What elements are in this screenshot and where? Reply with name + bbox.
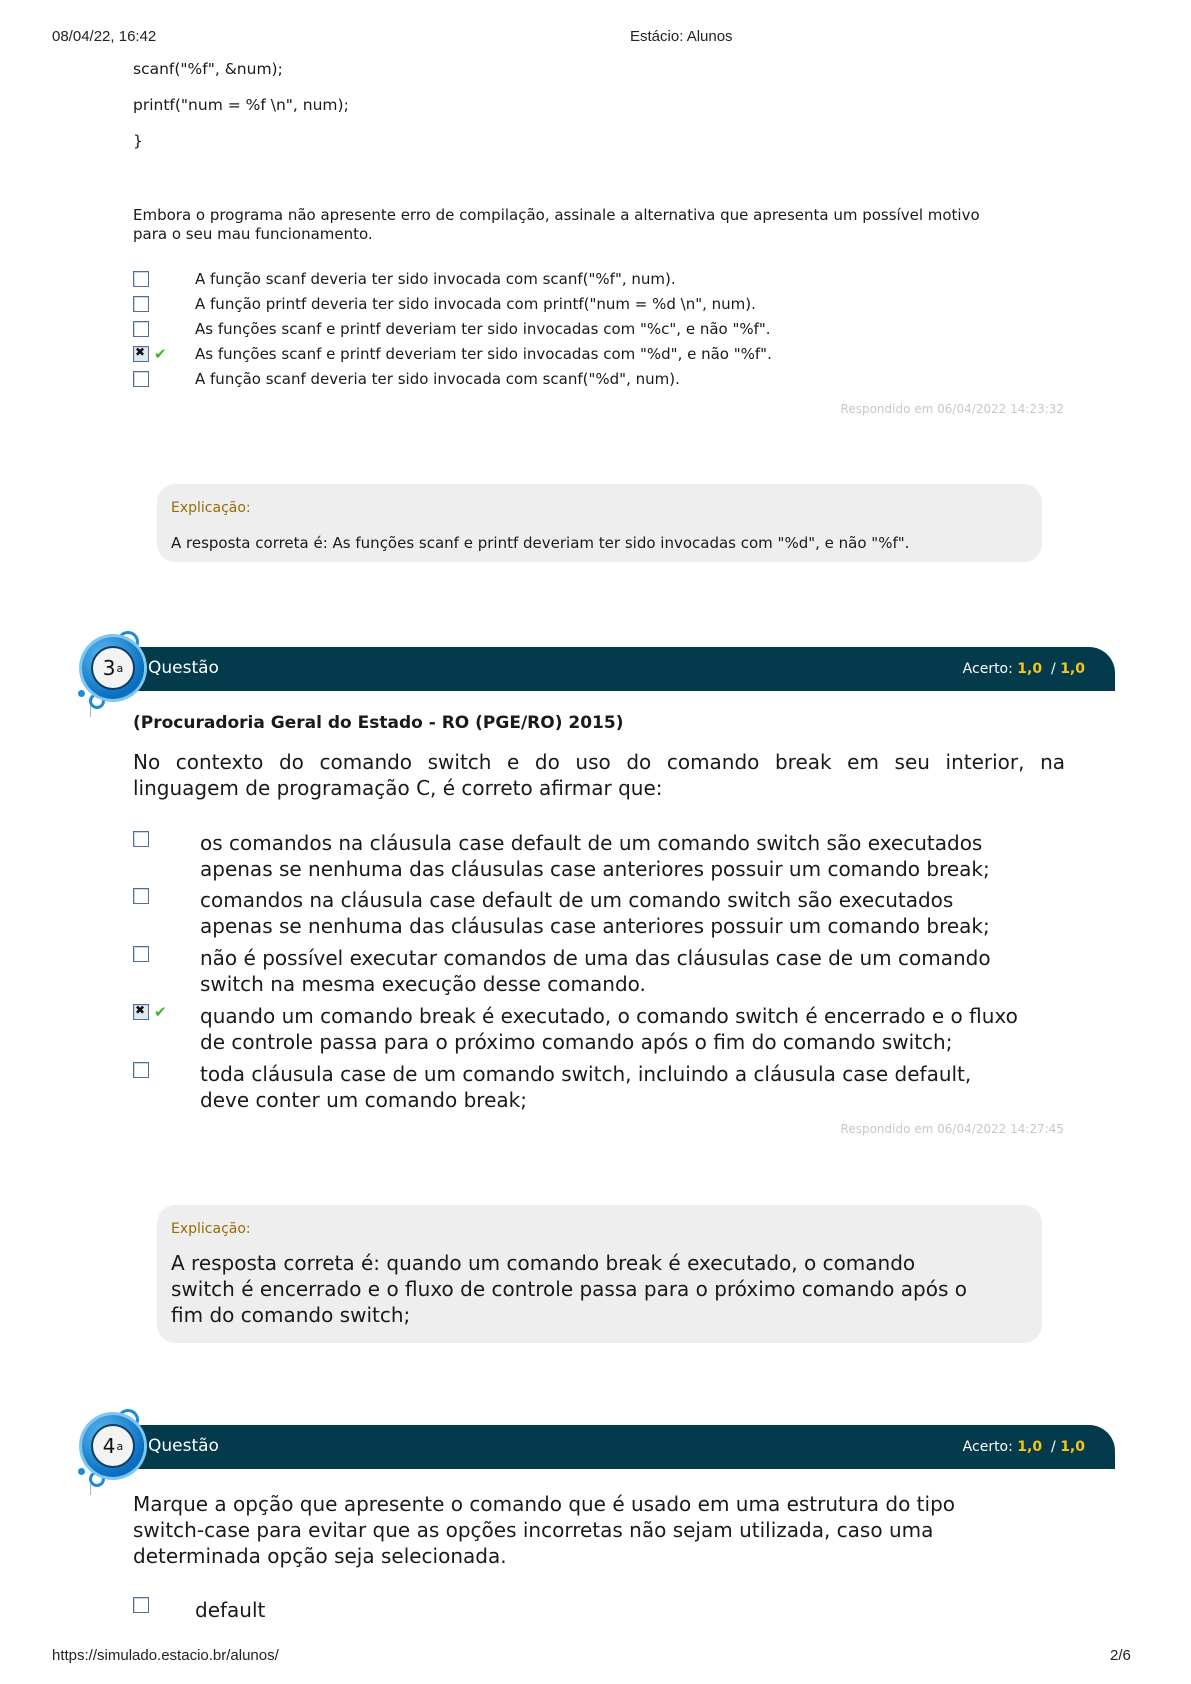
question-prompt-line: determinada opção seja selecionada. bbox=[133, 1544, 507, 1568]
checkbox[interactable] bbox=[133, 321, 149, 337]
question-header-label: Questão bbox=[148, 658, 219, 678]
code-line: printf("num = %f \n", num); bbox=[133, 96, 349, 114]
print-page-number: 2/6 bbox=[1110, 1647, 1131, 1664]
score-separator: / bbox=[1051, 1439, 1056, 1455]
decor-bubble-icon bbox=[78, 690, 85, 697]
option-label: As funções scanf e printf deveriam ter sido invocadas com "%d", e não "%f". bbox=[195, 345, 772, 363]
option-label: deve conter um comando break; bbox=[200, 1088, 527, 1112]
option-row-selected[interactable] bbox=[133, 342, 167, 366]
score-label: Acerto: bbox=[962, 661, 1013, 677]
checkbox[interactable] bbox=[133, 946, 149, 962]
answered-timestamp: Respondido em 06/04/2022 14:23:32 bbox=[840, 402, 1064, 416]
question-header-bar bbox=[132, 1425, 1115, 1469]
question-header-label: Questão bbox=[148, 1436, 219, 1456]
checkbox[interactable] bbox=[133, 888, 149, 904]
correct-check-icon: ✔ bbox=[154, 1003, 167, 1021]
option-label: As funções scanf e printf deveriam ter sido invocadas com "%c", e não "%f". bbox=[195, 320, 771, 338]
answered-timestamp: Respondido em 06/04/2022 14:27:45 bbox=[840, 1122, 1064, 1136]
option-label: A função scanf deveria ter sido invocada com scanf("%f", num). bbox=[195, 270, 676, 288]
option-label: não é possível executar comandos de uma das cláusulas case de um comando bbox=[200, 946, 991, 970]
print-url: https://simulado.estacio.br/alunos/ bbox=[52, 1647, 279, 1664]
explanation-text-line: fim do comando switch; bbox=[171, 1303, 411, 1327]
ordinal-indicator: a bbox=[116, 661, 124, 675]
option-label: toda cláusula case de um comando switch, incluindo a cláusula case default, bbox=[200, 1062, 972, 1086]
option-label: apenas se nenhuma das cláusulas case anteriores possuir um comando break; bbox=[200, 857, 990, 881]
option-row[interactable] bbox=[133, 317, 149, 341]
score-max: 1,0 bbox=[1060, 661, 1085, 677]
option-label: de controle passa para o próximo comando após o fim do comando switch; bbox=[200, 1030, 953, 1054]
option-label: A função scanf deveria ter sido invocada com scanf("%d", num). bbox=[195, 370, 680, 388]
explanation-text: A resposta correta é: As funções scanf e printf deveriam ter sido invocadas com "%d", e não "%f". bbox=[171, 534, 910, 552]
checkbox[interactable] bbox=[133, 271, 149, 287]
ordinal-indicator: a bbox=[116, 1439, 124, 1453]
option-row[interactable] bbox=[133, 942, 149, 966]
question-number: 4 bbox=[102, 1434, 116, 1458]
checkbox[interactable] bbox=[133, 371, 149, 387]
score-label: Acerto: bbox=[962, 1439, 1013, 1455]
checkbox[interactable] bbox=[133, 1062, 149, 1078]
option-row[interactable] bbox=[133, 1058, 149, 1082]
option-row[interactable] bbox=[133, 884, 149, 908]
option-label: quando um comando break é executado, o comando switch é encerrado e o fluxo bbox=[200, 1004, 1018, 1028]
print-datetime: 08/04/22, 16:42 bbox=[52, 28, 157, 45]
explanation-box bbox=[157, 1205, 1042, 1343]
option-label: default bbox=[195, 1598, 266, 1622]
option-row[interactable] bbox=[133, 1593, 149, 1617]
question-number-badge bbox=[82, 1415, 144, 1477]
explanation-text-line: switch é encerrado e o fluxo de controle passa para o próximo comando após o bbox=[171, 1277, 967, 1301]
question-prompt-line: switch-case para evitar que as opções incorretas não sejam utilizada, caso uma bbox=[133, 1518, 934, 1542]
explanation-text-line: A resposta correta é: quando um comando break é executado, o comando bbox=[171, 1251, 916, 1275]
option-label: apenas se nenhuma das cláusulas case anteriores possuir um comando break; bbox=[200, 914, 990, 938]
option-row[interactable] bbox=[133, 267, 149, 291]
question-number: 3 bbox=[102, 656, 116, 680]
question-header-bar bbox=[132, 647, 1115, 691]
checkbox[interactable] bbox=[133, 831, 149, 847]
question-prompt-line: linguagem de programação C, é correto afirmar que: bbox=[133, 776, 663, 800]
checkbox-checked[interactable] bbox=[133, 1004, 149, 1020]
score bbox=[963, 661, 1085, 677]
score-value: 1,0 bbox=[1017, 661, 1043, 677]
question-source: (Procuradoria Geral do Estado - RO (PGE/RO) 2015) bbox=[133, 713, 624, 733]
explanation-box bbox=[157, 484, 1042, 562]
correct-check-icon: ✔ bbox=[154, 345, 167, 363]
score-separator: / bbox=[1051, 661, 1056, 677]
question-prompt-line: No contexto do comando switch e do uso do comando break em seu interior, na bbox=[133, 750, 1065, 774]
code-line: } bbox=[133, 132, 143, 150]
question-prompt-line: Marque a opção que apresente o comando que é usado em uma estrutura do tipo bbox=[133, 1492, 956, 1516]
checkbox-checked[interactable] bbox=[133, 346, 149, 362]
option-row[interactable] bbox=[133, 827, 149, 851]
decor-stem bbox=[90, 705, 91, 717]
option-row[interactable] bbox=[133, 292, 149, 316]
decor-stem bbox=[90, 1483, 91, 1495]
checkbox[interactable] bbox=[133, 1597, 149, 1613]
option-label: comandos na cláusula case default de um comando switch são executados bbox=[200, 888, 954, 912]
score-max: 1,0 bbox=[1060, 1439, 1085, 1455]
question-number-badge bbox=[82, 637, 144, 699]
explanation-title: Explicação: bbox=[171, 500, 251, 516]
print-page-title: Estácio: Alunos bbox=[630, 28, 733, 45]
score-value: 1,0 bbox=[1017, 1439, 1043, 1455]
checkbox[interactable] bbox=[133, 296, 149, 312]
option-label: switch na mesma execução desse comando. bbox=[200, 972, 646, 996]
option-row[interactable] bbox=[133, 367, 149, 391]
question-prompt: Embora o programa não apresente erro de compilação, assinale a alternativa que apresenta um possível motivo para o seu mau funcionamento. bbox=[133, 206, 980, 243]
code-line: scanf("%f", &num); bbox=[133, 60, 283, 78]
decor-bubble-icon bbox=[78, 1468, 85, 1475]
option-row-selected[interactable] bbox=[133, 1000, 167, 1024]
explanation-title: Explicação: bbox=[171, 1221, 251, 1237]
option-label: A função printf deveria ter sido invocada com printf("num = %d \n", num). bbox=[195, 295, 756, 313]
score bbox=[963, 1439, 1085, 1455]
option-label: os comandos na cláusula case default de um comando switch são executados bbox=[200, 831, 983, 855]
